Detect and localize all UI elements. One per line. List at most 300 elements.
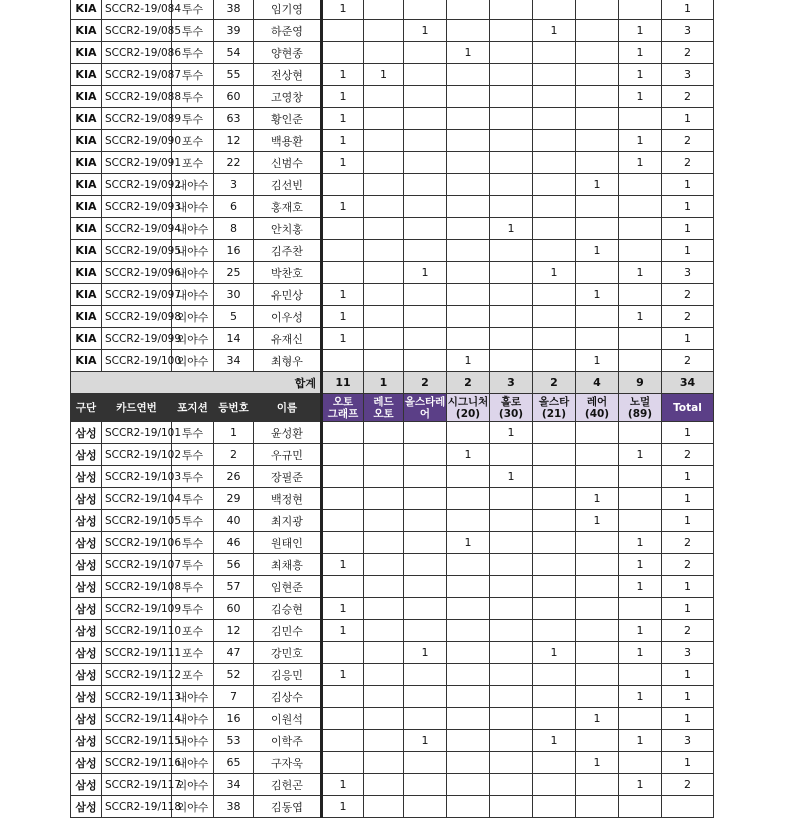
row-total-cell: 2	[662, 152, 714, 174]
count-cell	[576, 130, 619, 152]
count-cell	[364, 642, 404, 664]
team-cell: 삼성	[71, 730, 102, 752]
count-cell	[322, 752, 364, 774]
count-cell	[364, 488, 404, 510]
row-total-cell: 1	[662, 218, 714, 240]
count-cell	[404, 0, 447, 20]
position-cell: 내야수	[172, 752, 214, 774]
count-cell	[447, 488, 490, 510]
position-cell: 투수	[172, 554, 214, 576]
count-cell	[447, 86, 490, 108]
row-total-cell: 1	[662, 108, 714, 130]
table-row	[71, 620, 714, 642]
header-holo: 홀로 (30)	[490, 394, 533, 422]
number-cell: 30	[214, 284, 254, 306]
player-name-cell: 백용환	[254, 130, 322, 152]
count-cell	[533, 444, 576, 466]
count-cell	[576, 642, 619, 664]
count-cell	[364, 708, 404, 730]
count-cell	[322, 488, 364, 510]
summary-value: 2	[447, 372, 490, 394]
count-cell	[490, 708, 533, 730]
number-cell: 8	[214, 218, 254, 240]
count-cell: 1	[322, 554, 364, 576]
count-cell	[490, 730, 533, 752]
count-cell	[404, 422, 447, 444]
number-cell: 40	[214, 510, 254, 532]
count-cell	[533, 686, 576, 708]
count-cell	[533, 664, 576, 686]
count-cell: 1	[322, 306, 364, 328]
count-cell	[364, 328, 404, 350]
table-row	[71, 328, 714, 350]
number-cell: 7	[214, 686, 254, 708]
card-code-cell: SCCR2-19/088	[102, 86, 172, 108]
position-cell: 투수	[172, 20, 214, 42]
count-cell: 1	[619, 532, 662, 554]
team-cell: 삼성	[71, 774, 102, 796]
count-cell: 1	[619, 20, 662, 42]
summary-label: 합계	[71, 372, 322, 394]
row-total-cell: 2	[662, 554, 714, 576]
position-cell: 외야수	[172, 796, 214, 818]
summary-value: 2	[404, 372, 447, 394]
player-name-cell: 강민호	[254, 642, 322, 664]
card-code-cell: SCCR2-19/111	[102, 642, 172, 664]
table-row	[71, 284, 714, 306]
count-cell	[490, 554, 533, 576]
count-cell	[322, 510, 364, 532]
team-cell: KIA	[71, 350, 102, 372]
count-cell: 1	[322, 0, 364, 20]
count-cell: 1	[322, 64, 364, 86]
count-cell: 1	[619, 730, 662, 752]
position-cell: 투수	[172, 42, 214, 64]
count-cell	[447, 64, 490, 86]
row-total-cell: 1	[662, 664, 714, 686]
player-name-cell: 김헌곤	[254, 774, 322, 796]
row-total-cell: 1	[662, 752, 714, 774]
count-cell	[447, 262, 490, 284]
card-code-cell: SCCR2-19/107	[102, 554, 172, 576]
count-cell	[364, 262, 404, 284]
count-cell: 1	[404, 262, 447, 284]
count-cell	[576, 306, 619, 328]
team-cell: 삼성	[71, 708, 102, 730]
count-cell	[533, 64, 576, 86]
card-code-cell: SCCR2-19/097	[102, 284, 172, 306]
count-cell	[364, 350, 404, 372]
row-total-cell: 1	[662, 686, 714, 708]
team-cell: 삼성	[71, 554, 102, 576]
row-total-cell: 1	[662, 422, 714, 444]
row-total-cell: 2	[662, 42, 714, 64]
number-cell: 56	[214, 554, 254, 576]
count-cell	[533, 796, 576, 818]
count-cell: 1	[404, 642, 447, 664]
header-red-auto: 레드 오토	[364, 394, 404, 422]
position-cell: 투수	[172, 466, 214, 488]
header-autograph: 오토 그래프	[322, 394, 364, 422]
number-cell: 47	[214, 642, 254, 664]
count-cell	[364, 796, 404, 818]
header-normal: 노멀 (89)	[619, 394, 662, 422]
row-total-cell: 3	[662, 642, 714, 664]
count-cell	[619, 218, 662, 240]
table-row	[71, 86, 714, 108]
count-cell	[619, 796, 662, 818]
player-name-cell: 안치홍	[254, 218, 322, 240]
team-cell: 삼성	[71, 664, 102, 686]
table-row	[71, 422, 714, 444]
count-cell	[322, 240, 364, 262]
team-cell: KIA	[71, 64, 102, 86]
card-code-cell: SCCR2-19/114	[102, 708, 172, 730]
card-code-cell: SCCR2-19/099	[102, 328, 172, 350]
table-row	[71, 686, 714, 708]
count-cell	[447, 0, 490, 20]
row-total-cell: 2	[662, 350, 714, 372]
count-cell	[533, 554, 576, 576]
team-cell: 삼성	[71, 532, 102, 554]
summary-value: 2	[533, 372, 576, 394]
count-cell	[447, 642, 490, 664]
count-cell	[447, 576, 490, 598]
table-row	[71, 554, 714, 576]
count-cell: 1	[619, 86, 662, 108]
row-total-cell: 1	[662, 598, 714, 620]
count-cell	[533, 284, 576, 306]
player-name-cell: 백정현	[254, 488, 322, 510]
table-row	[71, 774, 714, 796]
row-total-cell: 2	[662, 444, 714, 466]
player-name-cell: 최채흥	[254, 554, 322, 576]
count-cell: 1	[619, 444, 662, 466]
count-cell	[364, 218, 404, 240]
card-code-cell: SCCR2-19/087	[102, 64, 172, 86]
count-cell	[447, 422, 490, 444]
count-cell	[364, 86, 404, 108]
count-cell: 1	[322, 664, 364, 686]
card-code-cell: SCCR2-19/101	[102, 422, 172, 444]
number-cell: 60	[214, 598, 254, 620]
number-cell: 38	[214, 796, 254, 818]
count-cell	[364, 774, 404, 796]
count-cell	[322, 642, 364, 664]
team-cell: KIA	[71, 86, 102, 108]
number-cell: 53	[214, 730, 254, 752]
count-cell	[533, 108, 576, 130]
team-cell: 삼성	[71, 598, 102, 620]
summary-value: 9	[619, 372, 662, 394]
count-cell: 1	[619, 554, 662, 576]
count-cell	[404, 284, 447, 306]
count-cell: 1	[322, 86, 364, 108]
count-cell	[576, 730, 619, 752]
count-cell: 1	[404, 730, 447, 752]
count-cell: 1	[619, 262, 662, 284]
count-cell	[404, 218, 447, 240]
count-cell	[619, 664, 662, 686]
count-cell	[619, 488, 662, 510]
count-cell: 1	[576, 510, 619, 532]
row-total-cell: 3	[662, 730, 714, 752]
row-total-cell: 2	[662, 620, 714, 642]
position-cell: 내야수	[172, 730, 214, 752]
count-cell	[490, 686, 533, 708]
count-cell	[447, 130, 490, 152]
team-cell: 삼성	[71, 466, 102, 488]
count-cell	[364, 42, 404, 64]
count-cell	[533, 152, 576, 174]
count-cell: 1	[322, 152, 364, 174]
team-cell: 삼성	[71, 576, 102, 598]
count-cell	[533, 774, 576, 796]
team-cell: 삼성	[71, 444, 102, 466]
position-cell: 포수	[172, 664, 214, 686]
player-name-cell: 원태인	[254, 532, 322, 554]
table-row	[71, 752, 714, 774]
count-cell	[322, 262, 364, 284]
count-cell	[490, 64, 533, 86]
player-name-cell: 이원석	[254, 708, 322, 730]
count-cell	[447, 152, 490, 174]
team-cell: KIA	[71, 262, 102, 284]
count-cell: 1	[322, 774, 364, 796]
count-cell	[490, 328, 533, 350]
count-cell: 1	[322, 328, 364, 350]
card-code-cell: SCCR2-19/103	[102, 466, 172, 488]
number-cell: 52	[214, 664, 254, 686]
team-cell: KIA	[71, 196, 102, 218]
count-cell	[364, 730, 404, 752]
count-cell	[533, 218, 576, 240]
count-cell	[404, 196, 447, 218]
player-name-cell: 김선빈	[254, 174, 322, 196]
count-cell	[364, 532, 404, 554]
table-row	[71, 730, 714, 752]
count-cell	[404, 86, 447, 108]
count-cell	[490, 20, 533, 42]
row-total-cell: 2	[662, 306, 714, 328]
player-name-cell: 우규민	[254, 444, 322, 466]
team-cell: KIA	[71, 240, 102, 262]
card-code-cell: SCCR2-19/091	[102, 152, 172, 174]
row-total-cell: 2	[662, 284, 714, 306]
count-cell: 1	[404, 20, 447, 42]
count-cell	[490, 86, 533, 108]
player-name-cell: 최지광	[254, 510, 322, 532]
count-cell	[322, 532, 364, 554]
summary-section	[71, 372, 714, 422]
player-name-cell: 김상수	[254, 686, 322, 708]
count-cell	[447, 306, 490, 328]
count-cell	[490, 196, 533, 218]
table-row	[71, 350, 714, 372]
table-row	[71, 64, 714, 86]
count-cell: 1	[619, 130, 662, 152]
number-cell: 57	[214, 576, 254, 598]
row-total-cell: 1	[662, 466, 714, 488]
count-cell	[404, 152, 447, 174]
row-total-cell: 2	[662, 130, 714, 152]
position-cell: 투수	[172, 576, 214, 598]
player-name-cell: 고영창	[254, 86, 322, 108]
count-cell	[533, 466, 576, 488]
table-row	[71, 20, 714, 42]
table-row	[71, 196, 714, 218]
card-code-cell: SCCR2-19/096	[102, 262, 172, 284]
count-cell	[447, 796, 490, 818]
count-cell: 1	[619, 642, 662, 664]
team-cell: 삼성	[71, 488, 102, 510]
number-cell: 12	[214, 620, 254, 642]
team-cell: KIA	[71, 218, 102, 240]
player-name-cell: 최형우	[254, 350, 322, 372]
player-name-cell: 하준영	[254, 20, 322, 42]
count-cell	[490, 0, 533, 20]
count-cell	[576, 0, 619, 20]
team-cell: KIA	[71, 284, 102, 306]
count-cell	[576, 664, 619, 686]
table-row	[71, 262, 714, 284]
count-cell: 1	[576, 174, 619, 196]
number-cell: 22	[214, 152, 254, 174]
count-cell	[447, 466, 490, 488]
position-cell: 내야수	[172, 284, 214, 306]
count-cell	[490, 42, 533, 64]
count-cell	[533, 620, 576, 642]
count-cell	[322, 708, 364, 730]
position-cell: 내야수	[172, 686, 214, 708]
count-cell	[364, 554, 404, 576]
count-cell	[490, 664, 533, 686]
row-total-cell: 1	[662, 174, 714, 196]
count-cell	[404, 510, 447, 532]
number-cell: 16	[214, 708, 254, 730]
position-cell: 투수	[172, 0, 214, 20]
count-cell: 1	[447, 42, 490, 64]
count-cell	[364, 510, 404, 532]
card-code-cell: SCCR2-19/118	[102, 796, 172, 818]
row-total-cell: 3	[662, 64, 714, 86]
number-cell: 34	[214, 774, 254, 796]
table-row	[71, 664, 714, 686]
count-cell	[619, 240, 662, 262]
count-cell	[404, 108, 447, 130]
table-row	[71, 240, 714, 262]
header-team: 구단	[71, 394, 102, 422]
player-name-cell: 황인준	[254, 108, 322, 130]
player-name-cell: 신범수	[254, 152, 322, 174]
count-cell	[490, 576, 533, 598]
header-name: 이름	[254, 394, 322, 422]
count-cell: 1	[576, 240, 619, 262]
count-cell	[576, 466, 619, 488]
player-name-cell: 이학주	[254, 730, 322, 752]
row-total-cell: 1	[662, 0, 714, 20]
count-cell	[404, 576, 447, 598]
table-row	[71, 598, 714, 620]
position-cell: 투수	[172, 86, 214, 108]
count-cell	[322, 730, 364, 752]
table-row	[71, 488, 714, 510]
count-cell: 1	[619, 686, 662, 708]
count-cell	[576, 196, 619, 218]
count-cell	[447, 664, 490, 686]
position-cell: 투수	[172, 64, 214, 86]
table-row	[71, 306, 714, 328]
count-cell	[364, 620, 404, 642]
number-cell: 25	[214, 262, 254, 284]
count-cell	[404, 240, 447, 262]
card-code-cell: SCCR2-19/108	[102, 576, 172, 598]
count-cell	[447, 686, 490, 708]
row-total-cell: 2	[662, 774, 714, 796]
count-cell	[490, 642, 533, 664]
position-cell: 투수	[172, 488, 214, 510]
count-cell	[619, 0, 662, 20]
number-cell: 2	[214, 444, 254, 466]
table-row	[71, 42, 714, 64]
position-cell: 외야수	[172, 774, 214, 796]
count-cell	[364, 284, 404, 306]
count-cell: 1	[322, 796, 364, 818]
position-cell: 내야수	[172, 262, 214, 284]
player-name-cell: 전상현	[254, 64, 322, 86]
team-cell: 삼성	[71, 796, 102, 818]
table-row	[71, 708, 714, 730]
count-cell	[364, 576, 404, 598]
count-cell: 1	[576, 350, 619, 372]
count-cell	[490, 796, 533, 818]
number-cell: 12	[214, 130, 254, 152]
count-cell: 1	[322, 620, 364, 642]
count-cell	[364, 130, 404, 152]
count-cell	[447, 752, 490, 774]
count-cell	[619, 328, 662, 350]
count-cell	[619, 196, 662, 218]
count-cell	[364, 444, 404, 466]
count-cell	[619, 752, 662, 774]
table-row	[71, 108, 714, 130]
position-cell: 외야수	[172, 350, 214, 372]
count-cell: 1	[619, 576, 662, 598]
card-code-cell: SCCR2-19/117	[102, 774, 172, 796]
player-name-cell: 구자욱	[254, 752, 322, 774]
card-code-cell: SCCR2-19/105	[102, 510, 172, 532]
count-cell	[364, 686, 404, 708]
position-cell: 투수	[172, 422, 214, 444]
count-cell	[533, 196, 576, 218]
count-cell	[490, 488, 533, 510]
count-cell	[447, 328, 490, 350]
summary-value: 3	[490, 372, 533, 394]
table-row	[71, 0, 714, 20]
count-cell	[404, 686, 447, 708]
count-cell	[364, 152, 404, 174]
count-cell	[404, 444, 447, 466]
count-cell	[490, 620, 533, 642]
position-cell: 내야수	[172, 196, 214, 218]
position-cell: 투수	[172, 598, 214, 620]
card-code-cell: SCCR2-19/098	[102, 306, 172, 328]
team-cell: KIA	[71, 20, 102, 42]
card-code-cell: SCCR2-19/092	[102, 174, 172, 196]
row-total-cell: 1	[662, 510, 714, 532]
card-code-cell: SCCR2-19/089	[102, 108, 172, 130]
card-code-cell: SCCR2-19/115	[102, 730, 172, 752]
